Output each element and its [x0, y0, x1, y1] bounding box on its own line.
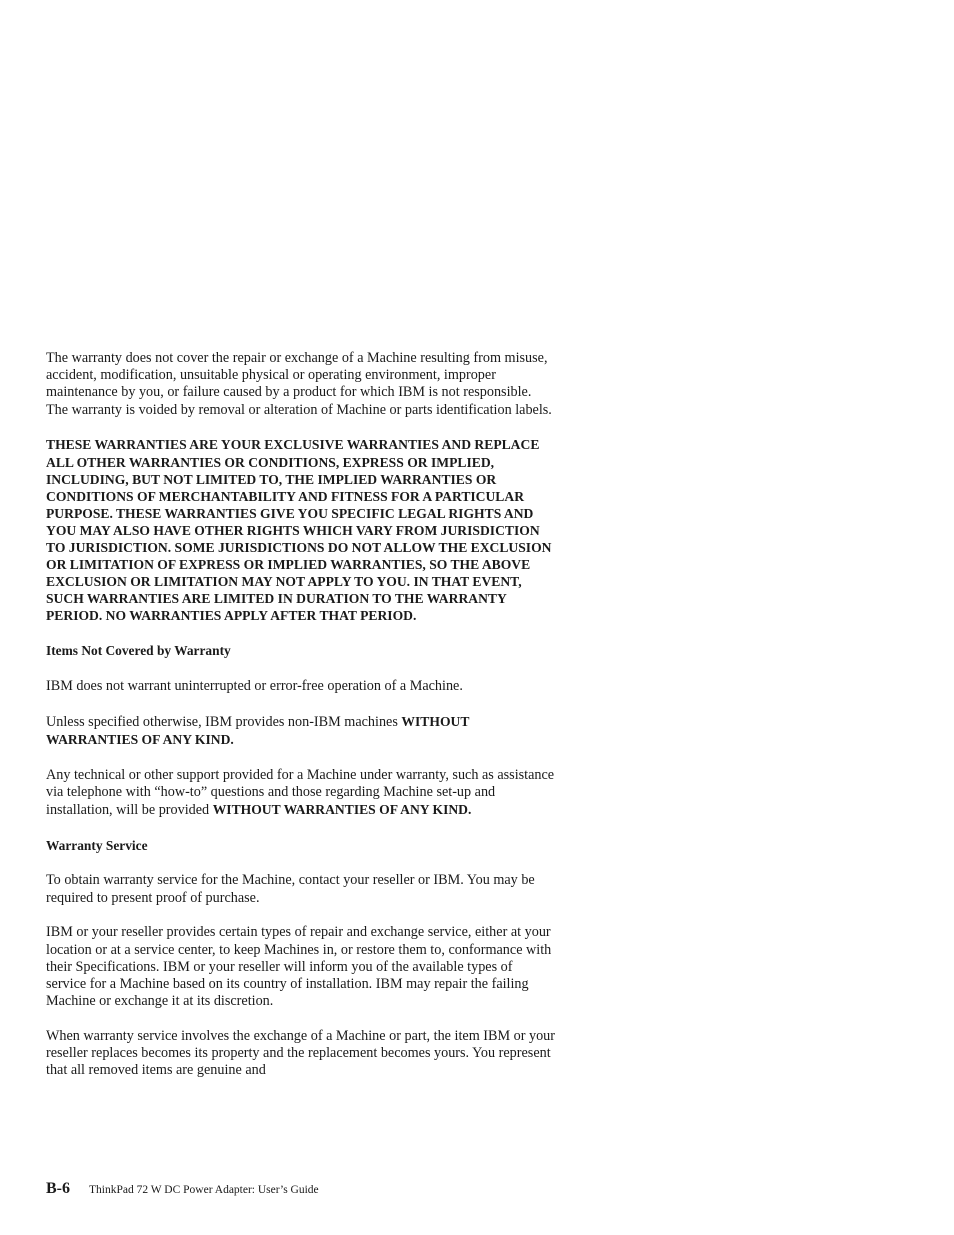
heading-items-not-covered: Items Not Covered by Warranty [46, 643, 231, 659]
paragraph-technical-support-bold: WITHOUT WARRANTIES OF ANY KIND. [212, 802, 472, 818]
paragraph-non-ibm-machines-bold: WITHOUT WARRANTIES OF ANY KIND. [46, 713, 470, 747]
paragraph-technical-support [46, 767, 556, 820]
paragraph-non-ibm-machines-text: Unless specified otherwise, IBM provides non-IBM machines [46, 713, 402, 730]
paragraph-warranty-exclusions: The warranty does not cover the repair or exchange of a Machine resulting from misuse, accident, modification, unsuitable physical or operating environment, improper maintenance by you, or failure caused by a product for which IBM is not responsible. The warranty is voided by removal or alteration of Machine or parts identification labels. [46, 350, 552, 418]
paragraph-technical-support-text: Any technical or other support provided for a Machine under warranty, such as assistance via telephone with “how-to” questions and those regarding Machine set-up and installation, will be provided [46, 766, 555, 819]
paragraph-no-uninterrupted-operation: IBM does not warrant uninterrupted or error-free operation of a Machine. [46, 677, 463, 694]
paragraph-obtain-service: To obtain warranty service for the Machine, contact your reseller or IBM. You may be required to present proof of purchase. [46, 872, 535, 906]
book-title: ThinkPad 72 W DC Power Adapter: User’s Guide [89, 1184, 319, 1196]
paragraph-non-ibm-machines [46, 713, 556, 749]
page-number: B-6 [46, 1180, 70, 1197]
paragraph-service-types: IBM or your reseller provides certain types of repair and exchange service, either at your location or at a service center, to keep Machines in, or restore them to, conformance with their Specifications. IBM or your reseller will inform you of the available types of service for a Machine based on its country of installation. IBM may repair the failing Machine or exchange it at its discretion. [46, 924, 552, 1010]
paragraph-exchange: When warranty service involves the exchange of a Machine or part, the item IBM or your reseller replaces becomes its property and the replacement becomes yours. You represent that all removed items are genuine and [46, 1028, 555, 1079]
paragraph-exclusive-warranties: THESE WARRANTIES ARE YOUR EXCLUSIVE WARRANTIES AND REPLACE ALL OTHER WARRANTIES OR CONDITIONS, EXPRESS OR IMPLIED, INCLUDING, BUT NOT LIMITED TO, THE IMPLIED WARRANTIES OR CONDITIONS OF MERCHANTABILITY AND FITNESS FOR A PARTICULAR PURPOSE. THESE WARRANTIES GIVE YOU SPECIFIC LEGAL RIGHTS AND YOU MAY ALSO HAVE OTHER RIGHTS WHICH VARY FROM JURISDICTION TO JURISDICTION. SOME JURISDICTIONS DO NOT ALLOW THE EXCLUSION OR LIMITATION OF EXPRESS OR IMPLIED WARRANTIES, SO THE ABOVE EXCLUSION OR LIMITATION MAY NOT APPLY TO YOU. IN THAT EVENT, SUCH WARRANTIES ARE LIMITED IN DURATION TO THE WARRANTY PERIOD. NO WARRANTIES APPLY AFTER THAT PERIOD. [46, 437, 552, 624]
document-body [46, 350, 556, 1097]
page-footer [46, 1180, 319, 1198]
heading-warranty-service: Warranty Service [46, 837, 148, 853]
